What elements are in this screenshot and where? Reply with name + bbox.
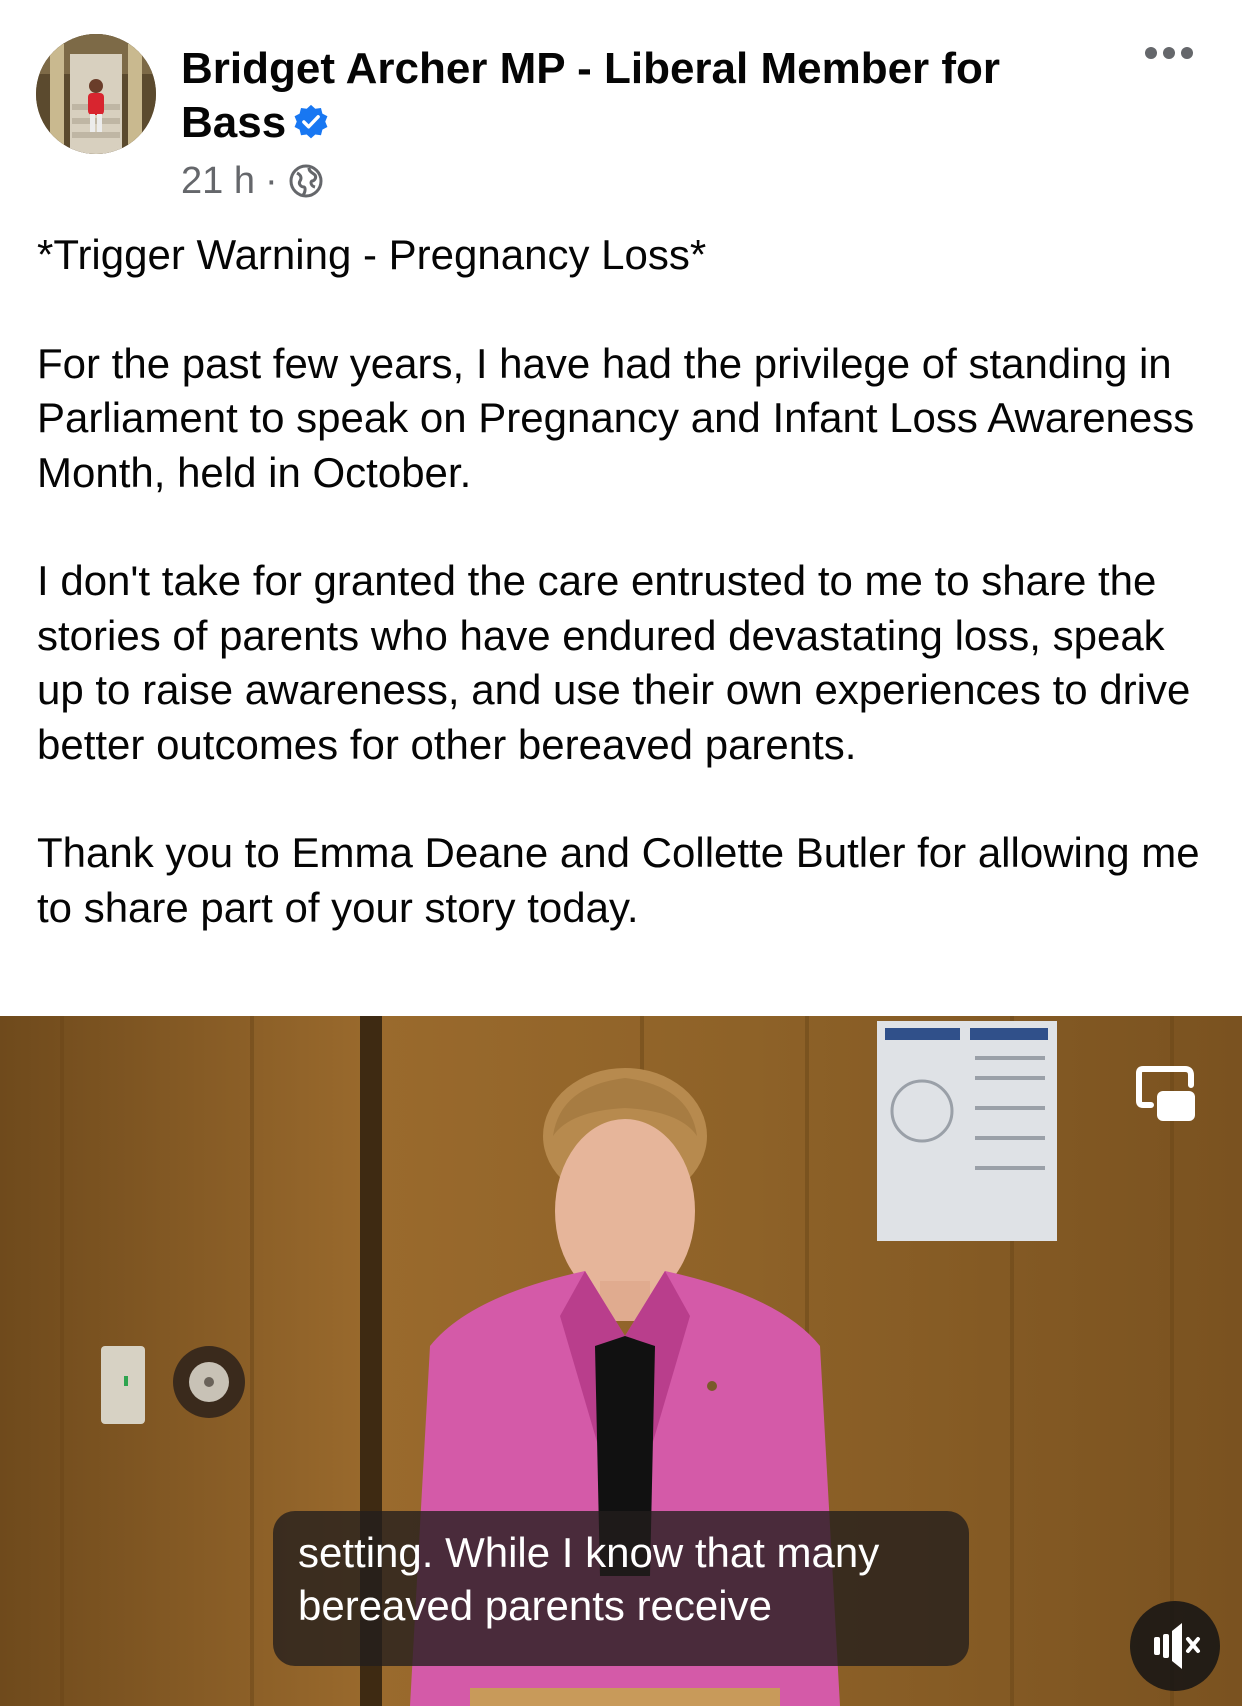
- post-paragraph: Thank you to Emma Deane and Collette Butler for allowing me to share part of your story today.: [37, 829, 1200, 931]
- post-paragraph: For the past few years, I have had the privilege of standing in Parliament to speak on Pregnancy and Infant Loss Awareness Month, held in October.: [37, 339, 1195, 496]
- post-paragraph: I don't take for granted the care entrusted to me to share the stories of parents who have endured devastating loss, speak up to raise awareness, and use their own experiences to drive better outcomes for other bereaved parents.: [37, 557, 1191, 768]
- post-paragraph: *Trigger Warning - Pregnancy Loss*: [37, 231, 707, 278]
- author-name[interactable]: [181, 42, 1061, 150]
- mute-button[interactable]: [1130, 1601, 1220, 1691]
- globe-icon[interactable]: [288, 163, 324, 199]
- more-options-icon[interactable]: [1142, 46, 1202, 82]
- post-body: [37, 228, 1217, 989]
- post-meta: [181, 158, 324, 204]
- author-name-line2[interactable]: Bass: [181, 98, 287, 147]
- caption-line: setting. While I know that many: [298, 1529, 880, 1576]
- post-header: [0, 0, 1242, 210]
- meta-separator: ·: [264, 160, 278, 202]
- muted-speaker-icon: [1130, 1601, 1220, 1691]
- avatar-photo: [36, 34, 156, 154]
- video-caption: [273, 1511, 969, 1666]
- post-timestamp[interactable]: 21 h: [181, 160, 255, 202]
- verified-badge-icon: [292, 103, 330, 141]
- author-avatar[interactable]: [36, 34, 156, 154]
- picture-in-picture-icon[interactable]: [1133, 1063, 1197, 1125]
- author-name-line1[interactable]: Bridget Archer MP - Liberal Member for: [181, 44, 1001, 93]
- caption-line: bereaved parents receive: [298, 1582, 772, 1629]
